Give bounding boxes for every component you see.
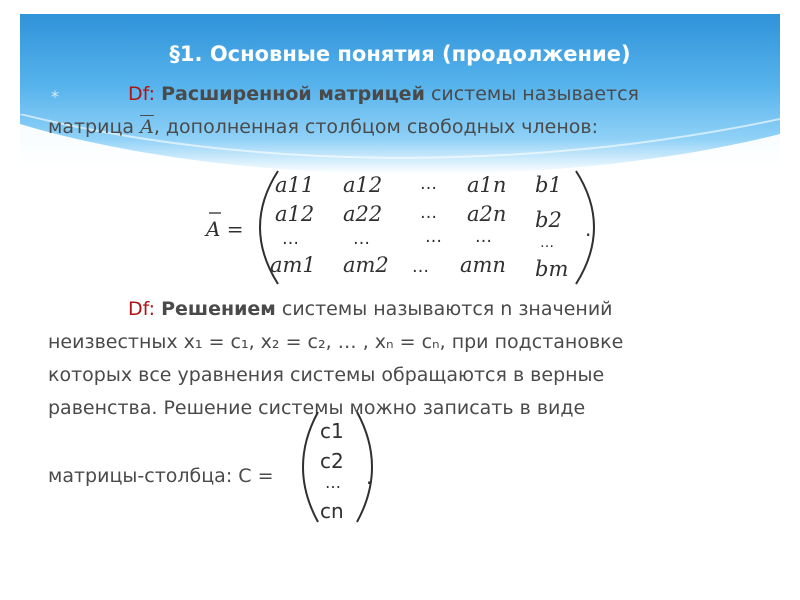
matrix-cell-3-2: … (353, 229, 370, 249)
matrix-cell-3-4: … (475, 227, 492, 247)
matrix-end-period: . (585, 217, 592, 241)
df-label-2: Df: (128, 298, 156, 320)
definition1-rest: системы называется (430, 83, 639, 105)
column-cell-3: … (325, 473, 341, 492)
term-extended-matrix: Расширенной матрицей (161, 83, 425, 105)
bullet-star-icon: * (51, 87, 59, 106)
matrix-cell-4-2: am2 (343, 253, 389, 277)
matrix-cell-3-5: … (540, 235, 554, 251)
matrix-cell-3-1: … (282, 229, 299, 249)
matrix-cell-2-1: a12 (275, 202, 315, 226)
definition2-line5: матрицы-столбца: C = (48, 465, 274, 487)
matrix-lhs: A = (206, 217, 244, 241)
matrix-cell-3-3: … (425, 227, 442, 247)
matrix-cell-2-3: … (420, 203, 437, 223)
matrix-cell-2-2: a22 (343, 202, 383, 226)
column-matrix (20, 14, 780, 586)
matrix-symbol-a-bar: $\overline{A}$ (140, 116, 154, 138)
matrix-cell-4-4: amn (460, 253, 506, 277)
definition2-line1-rest: системы называются n значений (281, 298, 613, 320)
slide-title: §1. Основные понятия (продолжение) (169, 42, 631, 66)
matrix-cell-2-5: b2 (535, 208, 562, 232)
term-solution: Решением (161, 298, 276, 320)
matrix-cell-1-5: b1 (535, 173, 562, 197)
matrix-cell-4-3: … (412, 257, 429, 277)
definition2-line4: равенства. Решение системы можно записать в виде (48, 397, 586, 419)
column-cell-1: c1 (320, 419, 344, 443)
column-left-bracket (303, 412, 318, 522)
definition2-line3: которых все уравнения системы обращаются в верные (48, 364, 605, 386)
definition2-line2: неизвестных x₁ = c₁, x₂ = c₂, … , xₙ = cₙ, при подстановке (48, 331, 624, 353)
matrix-cell-1-4: a1n (467, 173, 507, 197)
column-cell-2: c2 (320, 449, 344, 473)
matrix-cell-1-1: a11 (275, 173, 315, 197)
matrix-cell-2-4: a2n (467, 202, 507, 226)
definition1-line2-end: , дополненная столбцом свободных членов: (153, 116, 599, 138)
matrix-cell-1-2: a12 (343, 173, 383, 197)
column-cell-4: cn (320, 499, 344, 523)
slide (20, 14, 780, 586)
df-label-1: Df: (128, 83, 156, 105)
matrix-cell-1-3: … (420, 174, 437, 194)
definition1-line2-start: матрица (48, 116, 135, 138)
column-end-period: . (366, 465, 373, 489)
matrix-cell-4-1: am1 (270, 253, 316, 277)
matrix-cell-4-5: bm (535, 257, 569, 281)
